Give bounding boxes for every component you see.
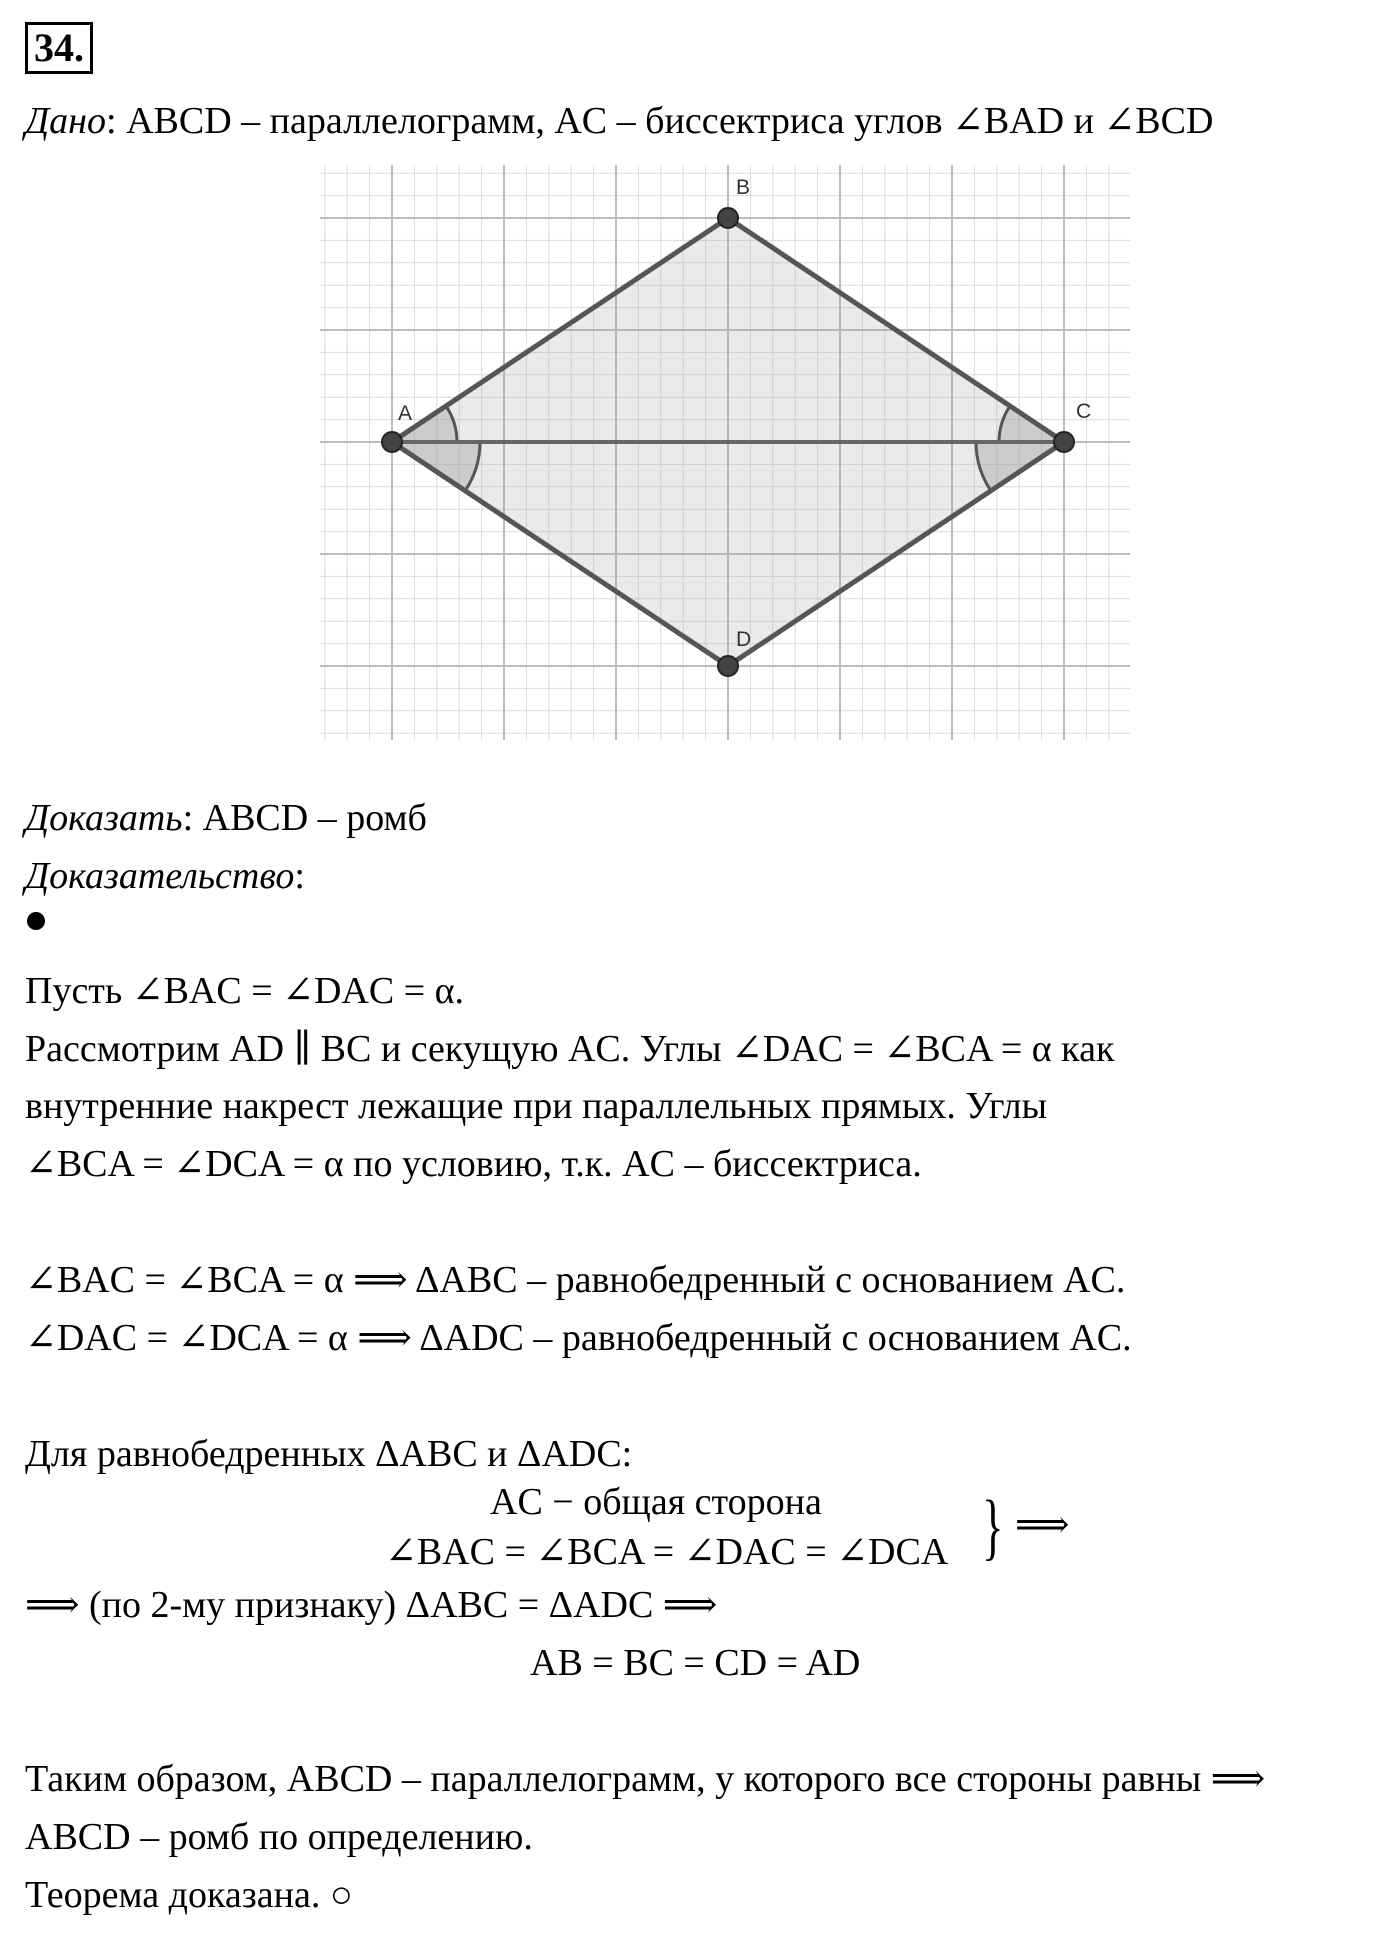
- proof-line-4: ∠BCA = ∠DCA = α по условию, т.к. AC – биссектриса.: [25, 1143, 922, 1185]
- rhombus-figure: [320, 160, 1140, 745]
- proof-label: Доказательство: [25, 855, 295, 897]
- proof-line-7: Для равнобедренных ΔABC и ΔADC:: [25, 1433, 633, 1475]
- proof-colon: :: [294, 855, 305, 897]
- given-line: [25, 98, 1213, 144]
- label-B: B: [736, 176, 751, 199]
- proof-line-12: Теорема доказана. ○: [25, 1874, 353, 1916]
- point-C: [1054, 432, 1074, 452]
- proof-line-9: AB = BC = CD = AD: [530, 1642, 861, 1684]
- proof-line-10: Таким образом, ABCD – параллелограмм, у которого все стороны равны ⟹: [25, 1758, 1266, 1800]
- point-B: [718, 208, 738, 228]
- system-line-2: ∠BAC = ∠BCA = ∠DAC = ∠DCA: [385, 1531, 949, 1573]
- proof-line-1: Пусть ∠BAC = ∠DAC = α.: [25, 970, 465, 1012]
- proof-line-8: ⟹ (по 2-му признаку) ΔABC = ΔADC ⟹: [25, 1584, 718, 1626]
- proof-line-5: ∠BAC = ∠BCA = α ⟹ ΔABC – равнобедренный с основанием AC.: [25, 1259, 1126, 1301]
- system-line-1: AC − общая сторона: [490, 1481, 822, 1523]
- proof-line-11: ABCD – ромб по определению.: [25, 1816, 533, 1858]
- prove-label: Доказать: [25, 797, 183, 839]
- prove-text: : ABCD – ромб: [182, 797, 427, 839]
- bullet-icon: [27, 912, 45, 930]
- proof-heading: [25, 853, 305, 899]
- point-D: [718, 656, 738, 676]
- system-arrow: ⟹: [1015, 1504, 1070, 1546]
- proof-line-6: ∠DAC = ∠DCA = α ⟹ ΔADC – равнобедренный с основанием AC.: [25, 1317, 1132, 1359]
- proof-line-3: внутренние накрест лежащие при параллельных прямых. Углы: [25, 1085, 1048, 1127]
- label-C: C: [1076, 400, 1092, 423]
- problem-number: 34.: [25, 22, 93, 74]
- label-A: A: [398, 402, 413, 425]
- prove-line: [25, 795, 427, 841]
- proof-line-2: Рассмотрим AD ∥ BC и секущую AC. Углы ∠DAC = ∠BCA = α как: [25, 1028, 1115, 1070]
- given-label: Дано: [25, 100, 107, 142]
- label-D: D: [736, 628, 752, 651]
- system-brace: }: [982, 1486, 1004, 1568]
- point-A: [382, 432, 402, 452]
- given-text: : ABCD – параллелограмм, AC – биссектриса углов ∠BAD и ∠BCD: [106, 100, 1214, 142]
